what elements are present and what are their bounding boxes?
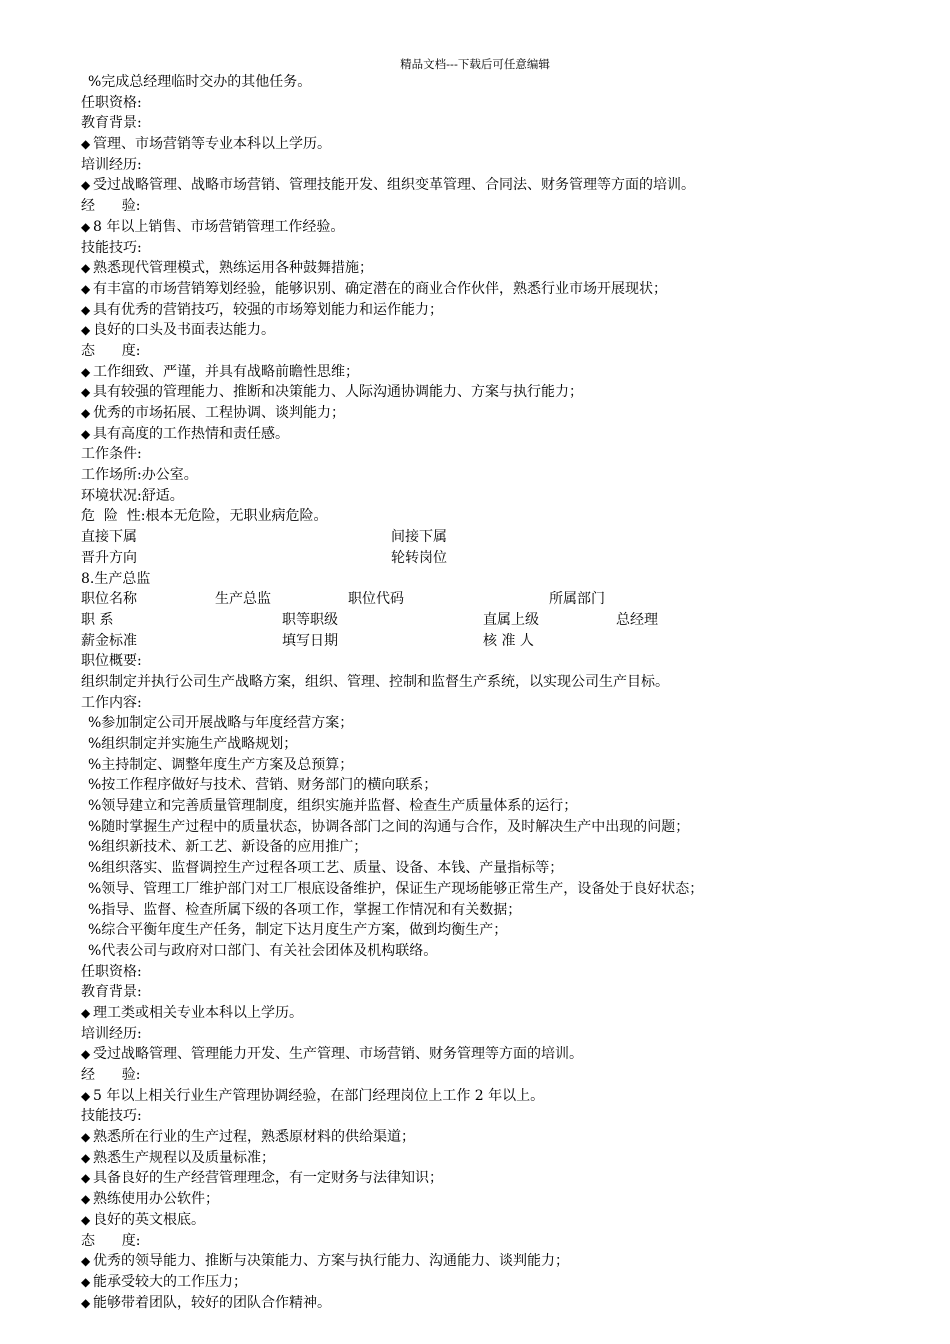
bullet-item [81, 1086, 931, 1107]
line-text: 培训经历: [81, 1025, 142, 1042]
task-item [81, 734, 931, 755]
line-text: 具有优秀的营销技巧，较强的市场筹划能力和运作能力； [93, 301, 443, 318]
bullet-item [81, 300, 931, 321]
line-text: %主持制定、调整年度生产方案及总预算； [88, 756, 354, 773]
bullet-item [81, 362, 931, 383]
line-text: 受过战略管理、管理能力开发、生产管理、市场营销、财务管理等方面的培训。 [93, 1046, 583, 1063]
line-text: 职位概要: [81, 653, 142, 670]
line-text: 受过战略管理、战略市场营销、管理技能开发、组织变革管理、合同法、财务管理等方面的培训。 [93, 177, 695, 194]
line-text: 良好的英文根底。 [93, 1211, 205, 1228]
line-text: 熟练使用办公软件； [93, 1191, 219, 1208]
line-text: %组织新技术、新工艺、新设备的应用推广； [88, 839, 368, 856]
bullet-item [81, 1044, 931, 1065]
form-row [81, 610, 931, 631]
bullet-item [81, 424, 931, 445]
bullet-item [81, 1127, 931, 1148]
text-line [81, 651, 931, 672]
form-cell: 直接下属 [81, 529, 137, 546]
bullet-item [81, 134, 931, 155]
text-line [81, 93, 931, 114]
line-text: 工作内容: [81, 694, 142, 711]
line-text: 8.生产总监 [81, 570, 151, 587]
text-line [81, 238, 931, 259]
text-line [81, 196, 931, 217]
document-body [81, 72, 931, 1313]
page-header: 精品文档---下载后可任意编辑 [400, 57, 550, 71]
line-text: %领导建立和完善质量管理制度，组织实施并监督、检查生产质量体系的运行； [88, 798, 578, 815]
form-cell: 薪金标准 [81, 632, 137, 649]
bullet-item [81, 1168, 931, 1189]
bullet-item [81, 1003, 931, 1024]
bullet-item [81, 403, 931, 424]
bullet-item [81, 1293, 931, 1314]
line-text: 有丰富的市场营销筹划经验，能够识别、确定潜在的商业合作伙伴，熟悉行业市场开展现状； [93, 280, 667, 297]
bullet-item [81, 1210, 931, 1231]
line-text: 熟悉所在行业的生产过程，熟悉原材料的供给渠道； [93, 1129, 415, 1146]
line-text: 环境状况:舒适。 [81, 487, 184, 504]
text-line [81, 465, 931, 486]
form-cell: 职等职级 [282, 611, 338, 628]
line-text: 技能技巧: [81, 1108, 142, 1125]
task-item [81, 755, 931, 776]
line-text: 教育背景: [81, 115, 142, 132]
task-item [81, 72, 931, 93]
bullet-item [81, 1251, 931, 1272]
line-text: %领导、管理工厂维护部门对工厂根底设备维护，保证生产现场能够正常生产，设备处于良好状态； [88, 880, 704, 897]
bullet-item [81, 258, 931, 279]
line-text: %组织落实、监督调控生产过程各项工艺、质量、设备、本钱、产量指标等； [88, 860, 564, 877]
task-item [81, 879, 931, 900]
text-line [81, 486, 931, 507]
text-line [81, 341, 931, 362]
form-row [81, 548, 931, 569]
line-text: 经 验: [81, 1067, 141, 1083]
form-cell: 所属部门 [549, 591, 605, 608]
bullet-item [81, 175, 931, 196]
line-text: 技能技巧: [81, 239, 142, 256]
text-line [81, 672, 931, 693]
form-cell: 直属上级 [483, 611, 539, 628]
line-text: 工作条件: [81, 446, 142, 463]
text-line [81, 1065, 931, 1086]
line-text: 优秀的领导能力、推断与决策能力、方案与执行能力、沟通能力、谈判能力； [93, 1253, 569, 1270]
task-item [81, 817, 931, 838]
line-text: 教育背景: [81, 984, 142, 1001]
task-item [81, 941, 931, 962]
line-text: 熟悉现代管理模式，熟练运用各种鼓舞措施； [93, 260, 373, 277]
form-cell: 职位名称 [81, 591, 137, 608]
line-text: %代表公司与政府对口部门、有关社会团体及机构联络。 [88, 942, 438, 959]
text-line [81, 506, 931, 527]
line-text: 经 验: [81, 198, 141, 215]
line-text: 任职资格: [81, 94, 142, 111]
line-text: 优秀的市场拓展、工程协调、谈判能力； [93, 405, 345, 421]
form-cell: 填写日期 [282, 632, 338, 649]
line-text: 任职资格: [81, 963, 142, 980]
text-line [81, 444, 931, 465]
line-text: %指导、监督、检查所属下级的各项工作，掌握工作情况和有关数据； [88, 901, 522, 918]
bullet-item [81, 382, 931, 403]
form-cell: 晋升方向 [81, 549, 137, 566]
line-text: %完成总经理临时交办的其他任务。 [88, 74, 312, 90]
form-cell: 核 准 人 [483, 632, 534, 649]
form-cell: 职位代码 [348, 591, 404, 608]
line-text: 组织制定并执行公司生产战略方案，组织、管理、控制和监督生产系统，以实现公司生产目标。 [81, 673, 669, 690]
form-cell: 职 系 [81, 611, 114, 628]
line-text: 熟悉生产规程以及质量标准； [93, 1149, 275, 1166]
line-text: 具有较强的管理能力、推断和决策能力、人际沟通协调能力、方案与执行能力； [93, 384, 583, 401]
form-cell: 间接下属 [391, 529, 447, 546]
task-item [81, 900, 931, 921]
task-item [81, 920, 931, 941]
line-text: 5 年以上相关行业生产管理协调经验，在部门经理岗位上工作 2 年以上。 [93, 1087, 545, 1104]
bullet-item [81, 1189, 931, 1210]
form-cell: 生产总监 [215, 591, 271, 608]
line-text: %按工作程序做好与技术、营销、财务部门的横向联系； [88, 777, 438, 794]
line-text: 态 度: [81, 1232, 141, 1249]
bullet-item [81, 1148, 931, 1169]
line-text: 理工类或相关专业本科以上学历。 [93, 1004, 303, 1021]
line-text: 工作场所:办公室。 [81, 467, 198, 484]
text-line [81, 155, 931, 176]
text-line [81, 113, 931, 134]
bullet-item [81, 217, 931, 238]
task-item [81, 775, 931, 796]
bullet-item [81, 279, 931, 300]
text-line [81, 962, 931, 983]
line-text: 管理、市场营销等专业本科以上学历。 [93, 136, 331, 153]
form-cell: 总经理 [616, 611, 658, 628]
line-text: %组织制定并实施生产战略规划； [88, 736, 298, 752]
task-item [81, 837, 931, 858]
task-item [81, 713, 931, 734]
line-text: 态 度: [81, 342, 141, 359]
line-text: %随时掌握生产过程中的质量状态，协调各部门之间的沟通与合作，及时解决生产中出现的问题； [88, 818, 690, 835]
line-text: 良好的口头及书面表达能力。 [93, 322, 275, 339]
task-item [81, 858, 931, 879]
line-text: %参加制定公司开展战略与年度经营方案； [88, 715, 354, 732]
bullet-item [81, 1272, 931, 1293]
bullet-item [81, 320, 931, 341]
text-line [81, 1024, 931, 1045]
line-text: 具备良好的生产经营管理理念，有一定财务与法律知识； [93, 1170, 443, 1187]
form-row [81, 589, 931, 610]
line-text: 危 险 性:根本无危险，无职业病危险。 [81, 508, 328, 525]
form-row [81, 527, 931, 548]
line-text: 工作细致、严谨，并具有战略前瞻性思维； [93, 363, 359, 380]
text-line [81, 569, 931, 590]
line-text: 能够带着团队，较好的团队合作精神。 [93, 1294, 331, 1311]
form-cell: 轮转岗位 [391, 549, 447, 566]
task-item [81, 796, 931, 817]
text-line [81, 1231, 931, 1252]
text-line [81, 693, 931, 714]
line-text: 具有高度的工作热情和责任感。 [93, 425, 289, 442]
line-text: 能承受较大的工作压力； [93, 1273, 247, 1290]
text-line [81, 982, 931, 1003]
line-text: 培训经历: [81, 156, 142, 173]
line-text: %综合平衡年度生产任务，制定下达月度生产方案，做到均衡生产； [88, 922, 508, 939]
line-text: 8 年以上销售、市场营销管理工作经验。 [93, 218, 345, 235]
text-line [81, 1106, 931, 1127]
form-row [81, 631, 931, 652]
